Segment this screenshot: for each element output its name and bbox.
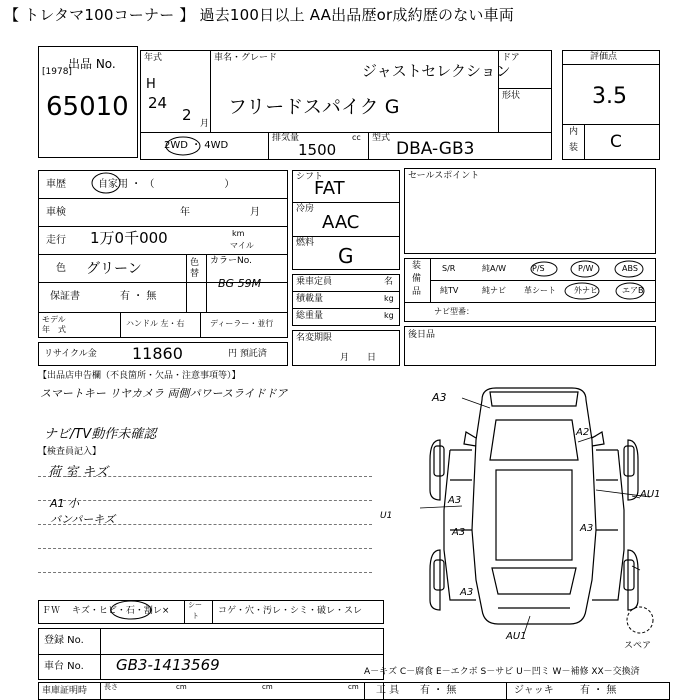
mark-a3-rear: A3 (460, 587, 474, 598)
equip-ps: P/S (532, 264, 545, 273)
repaint-label: 色替 (190, 258, 200, 279)
mark-au1-right: AU1 (640, 489, 661, 500)
color-no-label: カラーNo. (210, 256, 252, 266)
mark-a3-right-lower: A3 (580, 523, 594, 534)
seat-options: コゲ・穴・汚レ・シミ・破レ・スレ (218, 606, 363, 616)
equip-airbag: エアB (622, 286, 644, 295)
size-cm-2: cm (262, 683, 273, 691)
mileage-label: 走行 (46, 235, 66, 246)
recycle-label: リサイクル金 (44, 349, 97, 359)
recycle-value: 11860 (132, 344, 183, 363)
seat-label-1: シー (188, 601, 202, 609)
color-no-value: BG 59M (218, 277, 262, 290)
fuel-value: G (338, 244, 354, 268)
spare-label: スペア (624, 641, 652, 651)
equipment-label-2: 備 (412, 274, 422, 284)
equip-ext-navi: 外ナビ (574, 286, 598, 295)
model-year-label-1: モデル (42, 315, 66, 324)
capacity-label: 乗車定員 (296, 277, 333, 287)
size-length: 長さ (104, 683, 118, 691)
model-type-value: DBA-GB3 (396, 139, 475, 159)
color-label: 色 (56, 263, 66, 274)
model-name-value: フリードスパイク G (228, 96, 400, 118)
inspection-label: 車検 (46, 207, 66, 218)
drive-label: 2WD ・ 4WD (164, 140, 229, 151)
notes-line-1: スマートキー リヤカメラ 両側パワースライドドア (40, 387, 288, 400)
handle-options: ハンドル 左・右 (126, 319, 185, 328)
score-label: 評価点 (590, 52, 618, 62)
equip-navi: 純ナビ (482, 286, 506, 295)
inspection-month-unit: 月 (250, 207, 260, 218)
mark-a2-right: A2 (576, 427, 590, 438)
aircon-value: AAC (322, 212, 360, 233)
mark-a3-top: A3 (432, 391, 447, 404)
displacement-label: 排気量 (272, 133, 300, 143)
size-label: 車庫証明時 (42, 686, 88, 696)
interior-label-1: 内 (569, 127, 579, 137)
installed-label: 後日品 (408, 330, 436, 340)
sales-point-label: セールスポイント (408, 171, 480, 181)
equip-pw: P/W (578, 264, 594, 273)
history-label: 車歴 (46, 179, 66, 190)
size-cm-1: cm (176, 683, 187, 691)
model-year-label-2: 年 式 (42, 325, 66, 334)
inspector-label: 【検査員記入】 (38, 447, 102, 457)
interior-value: C (610, 132, 622, 152)
notes-line-2: ナビ/TV動作未確認 (44, 427, 157, 442)
mileage-unit-km: km (232, 229, 245, 238)
capacity-unit: 名 (384, 277, 394, 287)
deadline-label: 名変期限 (296, 333, 333, 343)
fw-label: ＦＷ (42, 606, 61, 616)
warranty-options: 有 ・ 無 (120, 291, 157, 302)
interior-label-2: 装 (569, 143, 579, 153)
inspector-line-1: 荷 室 キズ (48, 465, 109, 480)
score-value: 3.5 (592, 84, 627, 109)
inspector-line-2: A1 小 (50, 497, 80, 510)
door-label: ドア (502, 53, 520, 63)
jack-label: ジャッキ (514, 685, 554, 696)
registration-label: 登録 No. (44, 635, 84, 646)
equip-leather: 革シート (524, 286, 556, 295)
notes-label: 【出品店申告欄（不良箇所・欠品・注意事項等）】 (38, 371, 241, 381)
load-unit: kg (384, 294, 394, 303)
year-value: 24 (148, 94, 168, 112)
chassis-value: GB3-1413569 (116, 656, 220, 674)
navi-type-label: ナビ型番： (434, 307, 474, 316)
mark-au1-rear: AU1 (506, 631, 527, 642)
tools-options: 有 ・ 無 (420, 685, 457, 696)
mileage-unit-mile: マイル (230, 241, 254, 250)
equip-tv: 純TV (440, 286, 459, 295)
shape-label: 形状 (502, 91, 521, 101)
mark-a3-left-upper: A3 (448, 495, 462, 506)
shift-label: シフト (296, 172, 324, 182)
deadline-unit: 月日 (340, 353, 395, 363)
history-options: 自家用 ・ （ ） (98, 179, 235, 190)
grade-value: ジャストセレクション (362, 62, 511, 80)
inspector-line-3: バンパーキズ (50, 513, 116, 526)
equipment-label-1: 装 (412, 261, 422, 271)
garage-size-box (38, 682, 384, 700)
name-label: 車名・グレード (214, 53, 278, 63)
fw-options: キズ・ヒビ・石・割レ× (72, 606, 170, 616)
model-type-label: 型式 (372, 133, 391, 143)
tools-label: 工 具 (376, 685, 400, 696)
jack-options: 有 ・ 無 (580, 685, 617, 696)
month-value: 2 (182, 106, 192, 124)
aircon-label: 冷房 (296, 204, 315, 214)
year-label: 年式 (144, 53, 163, 63)
equip-abs: ABS (622, 264, 638, 273)
load-label: 積載量 (296, 294, 324, 304)
displacement-unit: cc (352, 133, 361, 142)
size-cm-3: cm (348, 683, 359, 691)
color-value: グリーン (86, 261, 142, 277)
fuel-label: 燃料 (296, 238, 315, 248)
recycle-unit: 円 預託済 (228, 349, 267, 359)
mark-u1-left: U1 (380, 511, 393, 521)
lot-label: 出品 No. (68, 57, 116, 71)
displacement-value: 1500 (298, 141, 337, 159)
mark-a3-left-lower: A3 (452, 527, 466, 538)
shift-value: FAT (314, 178, 345, 199)
weight-unit: kg (384, 311, 394, 320)
warranty-label: 保証書 (50, 291, 80, 302)
car-damage-diagram (400, 380, 690, 642)
weight-label: 総重量 (296, 311, 324, 321)
equipment-label-3: 品 (412, 287, 422, 297)
legend-text: A－キズ C－腐食 E－エクボ S－サビ U－凹ミ W－補修 XX－交換済 (364, 667, 640, 677)
month-unit: 月 (200, 119, 210, 129)
year-era: H (146, 77, 156, 92)
lot-bracket: [1978] (42, 67, 72, 77)
inspection-year-unit: 年 (180, 207, 190, 218)
equip-aw: 純A/W (482, 264, 507, 273)
chassis-label: 車台 No. (44, 661, 84, 672)
equip-sr: S/R (442, 264, 456, 273)
dealer-options: ディーラー・並行 (210, 319, 274, 328)
lot-number: 65010 (46, 92, 129, 122)
sheet-header: 【 トレタマ100コーナー 】 過去100日以上 AA出品歴or成約歴のない車両 (4, 6, 515, 24)
seat-label-2: ト (192, 612, 199, 620)
mileage-value: 1万0千000 (90, 229, 168, 247)
